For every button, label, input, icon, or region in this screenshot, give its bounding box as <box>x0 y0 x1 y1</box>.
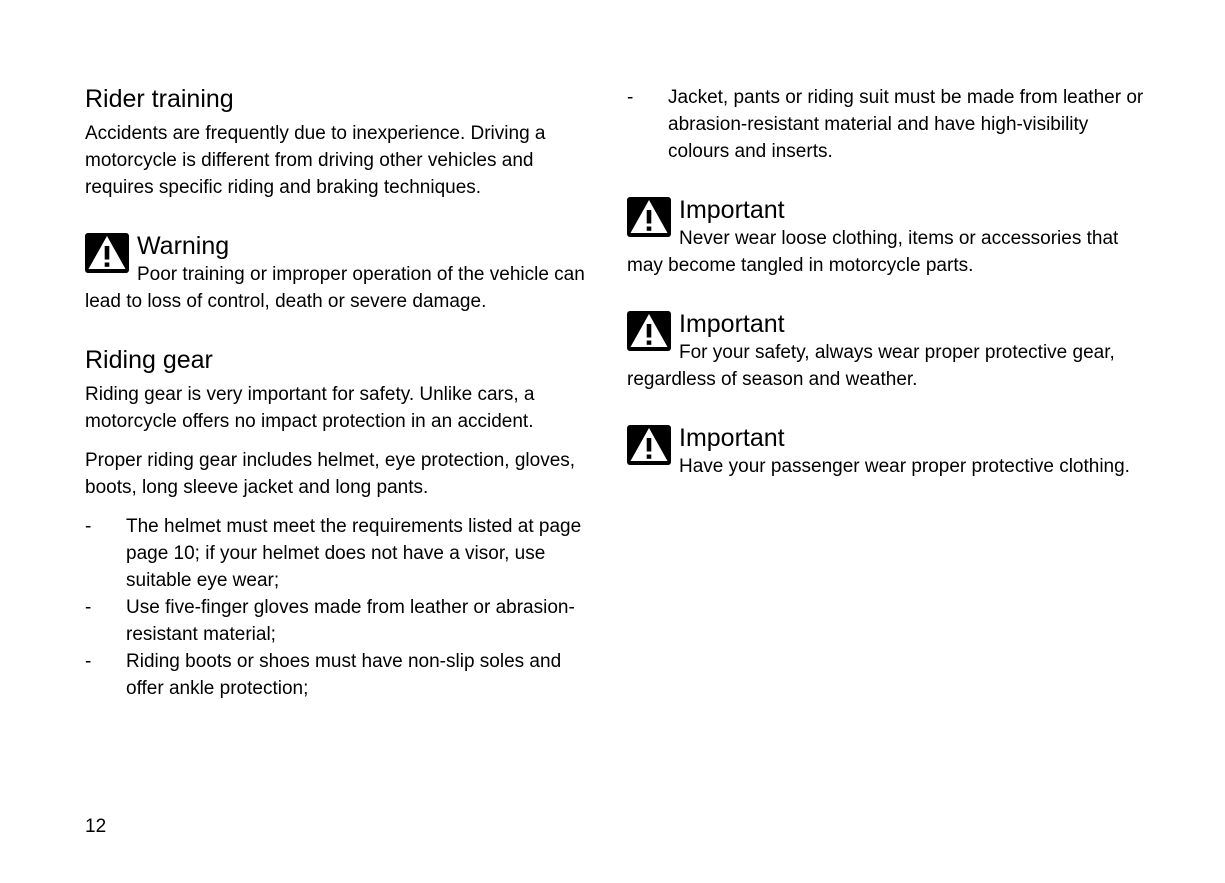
warning-triangle-icon <box>627 311 671 351</box>
important-notice <box>627 195 1144 279</box>
list-item <box>85 594 602 648</box>
important-notice <box>627 309 1144 393</box>
list-item <box>85 513 602 594</box>
notice-title-important: Important <box>679 424 785 452</box>
paragraph-rider-training: Accidents are frequently due to inexperience. Driving a motorcycle is different from driving other vehicles and requires specific riding and braking techniques. <box>85 123 546 198</box>
notice-title-important: Important <box>679 196 785 224</box>
right-column <box>627 84 1144 702</box>
list-dash: - <box>85 516 92 537</box>
notice-title-warning: Warning <box>137 232 230 260</box>
notice-body-important: For your safety, always wear proper protective gear, regardless of season and weather. <box>627 342 1115 390</box>
warning-triangle-icon <box>627 197 671 237</box>
paragraph-riding-gear-1: Riding gear is very important for safety. Unlike cars, a motorcycle offers no impact protection in an accident. <box>85 384 535 432</box>
paragraph-riding-gear-2: Proper riding gear includes helmet, eye protection, gloves, boots, long sleeve jacket and long pants. <box>85 450 576 498</box>
page-content <box>85 84 1144 702</box>
warning-triangle-icon <box>85 233 129 273</box>
list-item-text: Riding boots or shoes must have non-slip soles and offer ankle protection; <box>126 651 562 699</box>
list-item <box>85 648 602 702</box>
section-title-riding-gear: Riding gear <box>85 346 213 374</box>
warning-notice <box>85 231 602 315</box>
list-item <box>627 84 1144 165</box>
list-item-text: Jacket, pants or riding suit must be made from leather or abrasion-resistant material and have high-visibility colours and inserts. <box>668 87 1144 162</box>
notice-body-warning: Poor training or improper operation of the vehicle can lead to loss of control, death or severe damage. <box>85 264 585 312</box>
riding-gear-list <box>85 513 602 702</box>
list-item-text: The helmet must meet the requirements listed at page page 10; if your helmet does not have a visor, use suitable eye wear; <box>126 516 582 591</box>
list-dash: - <box>627 87 634 108</box>
list-dash: - <box>85 651 92 672</box>
important-notice <box>627 423 1144 480</box>
notice-body-important: Never wear loose clothing, items or accessories that may become tangled in motorcycle parts. <box>627 228 1119 276</box>
list-item-text: Use five-finger gloves made from leather or abrasion-resistant material; <box>126 597 575 645</box>
page-number: 12 <box>85 816 107 837</box>
notice-body-important: Have your passenger wear proper protective clothing. <box>679 456 1130 477</box>
section-title-rider-training: Rider training <box>85 85 234 113</box>
list-dash: - <box>85 597 92 618</box>
left-column <box>85 84 602 702</box>
notice-title-important: Important <box>679 310 785 338</box>
warning-triangle-icon <box>627 425 671 465</box>
